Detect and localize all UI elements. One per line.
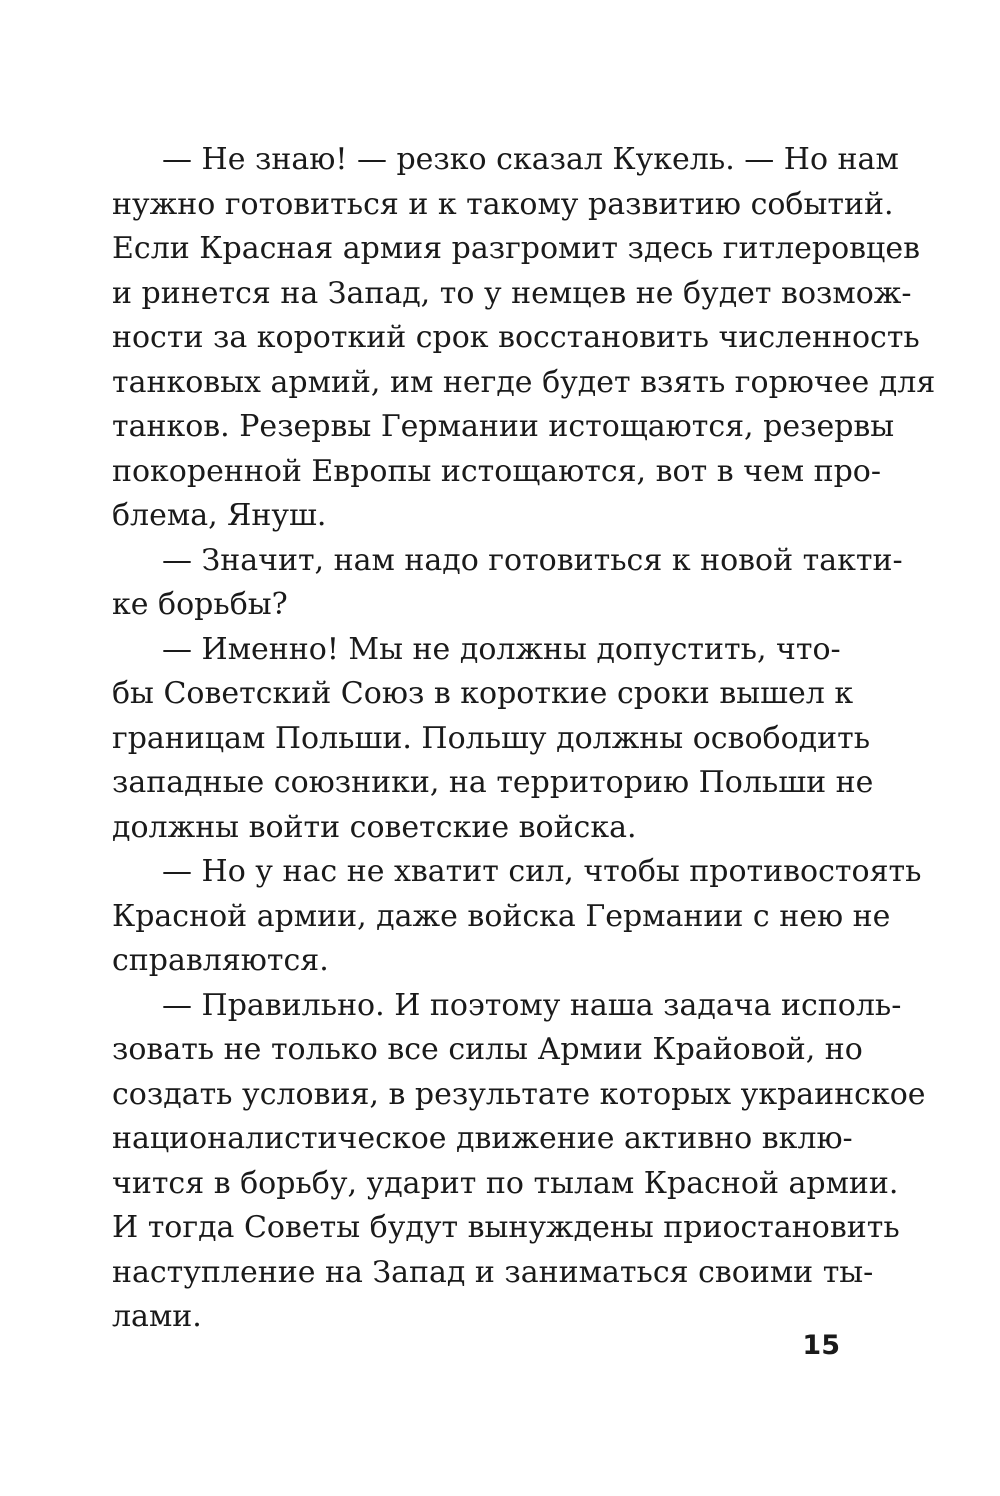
text-line: границам Польши. Польшу должны освободить — [112, 720, 871, 756]
text-line: бы Советский Союз в короткие сроки вышел к — [112, 676, 854, 711]
text-line: нужно готовиться и к такому развитию событий. — [112, 186, 894, 222]
text-line: — Не знаю! — резко сказал Кукель. — Но нам — [162, 142, 899, 177]
text-line: ности за короткий срок восстановить численность — [112, 320, 920, 355]
text-line: националистическое движение активно вклю- — [112, 1121, 853, 1156]
text-line: блема, Януш. — [112, 498, 327, 533]
text-line: ке борьбы? — [112, 587, 288, 622]
text-line: танковых армий, им негде будет взять горючее для — [112, 364, 936, 400]
body-text — [112, 138, 936, 1340]
text-line: справляются. — [112, 943, 329, 978]
text-line: наступление на Запад и заниматься своими ты- — [112, 1254, 874, 1290]
text-line: — Но у нас не хватит сил, чтобы противостоять — [162, 854, 922, 889]
text-line: танков. Резервы Германии истощаются, резервы — [112, 409, 895, 444]
text-line: — Правильно. И поэтому наша задача исполь- — [162, 987, 902, 1023]
text-line: создать условия, в результате которых украинское — [112, 1076, 926, 1112]
text-line: должны войти советские войска. — [112, 809, 637, 845]
text-line: западные союзники, на территорию Польши не — [112, 765, 874, 800]
text-line: чится в борьбу, ударит по тылам Красной армии. — [112, 1165, 899, 1201]
text-line: зовать не только все силы Армии Крайовой, но — [112, 1032, 863, 1067]
text-line: Красной армии, даже войска Германии с нею не — [112, 898, 891, 934]
page-number: 15 — [802, 1330, 840, 1361]
text-line: — Именно! Мы не должны допустить, что- — [162, 631, 841, 667]
text-line: лами. — [112, 1299, 202, 1334]
text-line: Если Красная армия разгромит здесь гитлеровцев — [112, 231, 920, 266]
text-line: И тогда Советы будут вынуждены приостановить — [112, 1210, 900, 1245]
text-line: — Значит, нам надо готовиться к новой такти- — [162, 542, 903, 578]
text-line: и ринется на Запад, то у немцев не будет возмож- — [112, 275, 912, 311]
text-line: покоренной Европы истощаются, вот в чем про- — [112, 453, 881, 489]
